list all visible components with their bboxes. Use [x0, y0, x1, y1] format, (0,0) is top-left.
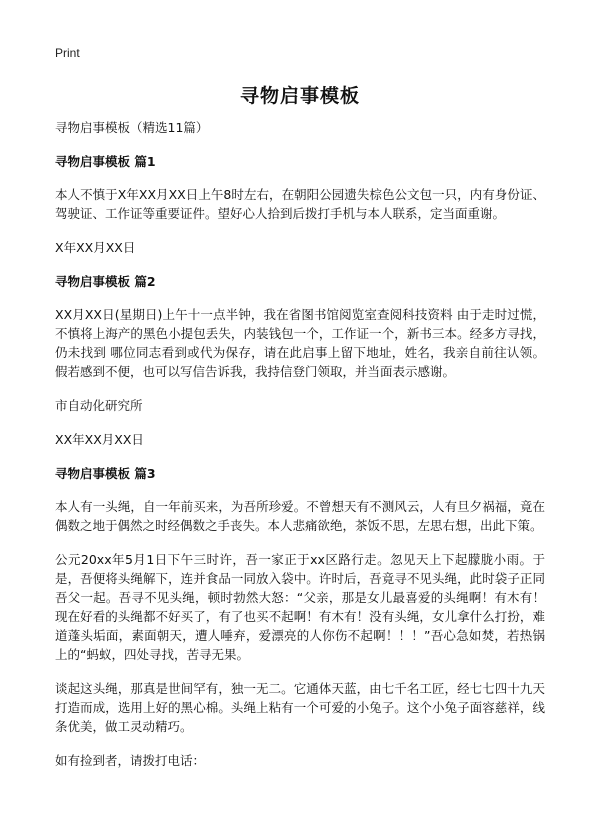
section-2-organization: 市自动化研究所	[55, 398, 143, 413]
section-2-date: XX年XX月XX日	[55, 432, 144, 447]
section-3-paragraph-3: 谈起这头绳，那真是世间罕有，独一无二。它通体天蓝，由七千名工匠，经七七四十九天打造而成，选用上好的黑心棉。头绳上粘有一个可爱的小兔子。这个小兔子面容慈祥，线条优美，做工灵动精巧。	[55, 681, 545, 734]
document-subtitle: 寻物启事模板（精选11篇）	[55, 120, 209, 135]
section-1-paragraph: 本人不慎于X年XX月XX日上午8时左右，在朝阳公园遗失棕色公文包一只，内有身份证、驾驶证、工作证等重要证件。望好心人拾到后拨打手机与本人联系，定当面重谢。	[55, 187, 545, 221]
document-body	[55, 118, 545, 785]
section-3-paragraph-1: 本人有一头绳，自一年前买来，为吾所珍爱。不曾想天有不测风云，人有旦夕祸福，竟在偶数之地于偶然之时经偶数之手丧失。本人悲痛欲绝，茶饭不思，左思右想，出此下策。	[55, 499, 545, 533]
section-1-date: X年XX月XX日	[55, 240, 136, 255]
print-label: Print	[55, 46, 80, 60]
section-2-paragraph: XX月XX日(星期日)上午十一点半钟，我在省图书馆阅览室查阅科技资料 由于走时过慌，不慎将上海产的黑色小提包丢失，内装钱包一个，工作证一个，新书三本。经多方寻找，仍未找到 哪位同志看到或代为保存，请在此启事上留下地址，姓名，我亲自前往认领。假若感到不便，也可以写信告诉我，我持信登门领取，并当面表示感谢。	[55, 307, 545, 379]
section-heading-3: 寻物启事模板 篇3	[55, 466, 156, 481]
section-3-contact-line: 如有捡到者，请拨打电话：	[55, 753, 206, 768]
section-heading-2: 寻物启事模板 篇2	[55, 274, 156, 289]
section-3-paragraph-2: 公元20xx年5月1日下午三时许，吾一家正于xx区路行走。忽见天上下起朦胧小雨。于是，吾便将头绳解下，连并食品一同放入袋中。许时后，吾竟寻不见头绳，此时袋子正同吾父一起。吾寻不见头绳，顿时勃然大怒：“父亲，那是女儿最喜爱的头绳啊！有木有！现在好看的头绳都不好买了，有了也买不起啊！有木有！没有头绳，女儿拿什么打扮，难道蓬头垢面，素面朝天，遭人唾弃，爱漂亮的人你伤不起啊！！！”吾心急如焚，若热锅上的“蚂蚁，四处寻找，苦寻无果。	[55, 552, 545, 662]
page-title: 寻物启事模板	[239, 85, 360, 107]
section-heading-1: 寻物启事模板 篇1	[55, 154, 156, 169]
